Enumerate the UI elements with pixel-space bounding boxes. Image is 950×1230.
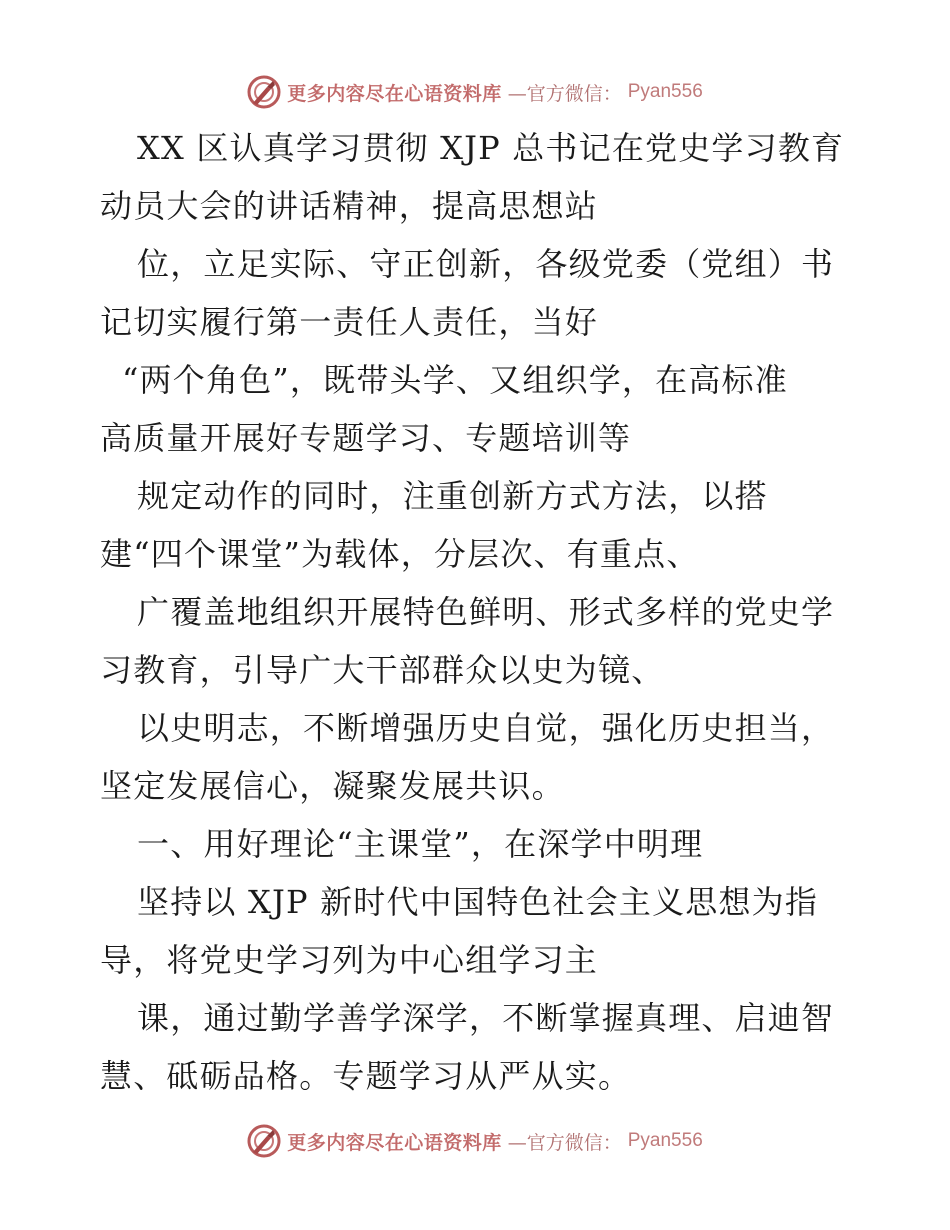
paragraph-line: 记切实履行第一责任人责任，当好 <box>100 303 599 341</box>
brand-logo-icon <box>247 1124 281 1158</box>
watermark-separator-text: —官方微信： <box>507 82 622 105</box>
brand-logo-icon <box>247 75 281 109</box>
paragraph-line: 课，通过勤学善学深学，不断掌握真理、启迪智 <box>137 999 835 1037</box>
paragraph-line: “两个角色”，既带头学、又组织学，在高标准 <box>122 361 788 399</box>
paragraph-line: 规定动作的同时，注重创新方式方法，以搭 <box>137 477 768 515</box>
paragraph-line: 位，立足实际、守正创新，各级党委（党组）书 <box>137 245 835 283</box>
paragraph-line: 导，将党史学习列为中心组学习主 <box>100 941 599 979</box>
paragraph-line: 动员大会的讲话精神，提高思想站 <box>100 187 599 225</box>
paragraph-line: 高质量开展好专题学习、专题培训等 <box>100 419 632 457</box>
paragraph-line: 坚定发展信心，凝聚发展共识。 <box>100 767 565 805</box>
paragraph-line: 广覆盖地组织开展特色鲜明、形式多样的党史学 <box>137 593 835 631</box>
watermark-account-id: Pyan556 <box>627 81 703 102</box>
header-watermark <box>0 72 950 112</box>
watermark-brand-text: 更多内容尽在心语资料库 <box>287 1131 502 1154</box>
paragraph-line: 习教育，引导广大干部群众以史为镜、 <box>100 651 665 689</box>
paragraph-line: 建“四个课堂”为载体，分层次、有重点、 <box>100 535 700 573</box>
paragraph-line: 以史明志，不断增强历史自觉，强化历史担当， <box>137 709 835 747</box>
paragraph-line: 慧、砥砺品格。专题学习从严从实。 <box>100 1057 632 1095</box>
paragraph-line: XX 区认真学习贯彻 XJP 总书记在党史学习教育 <box>137 129 845 167</box>
watermark-account-id: Pyan556 <box>627 1130 703 1151</box>
section-heading: 一、用好理论“主课堂”，在深学中明理 <box>137 825 704 863</box>
paragraph-line: 坚持以 XJP 新时代中国特色社会主义思想为指 <box>137 883 819 921</box>
watermark-separator-text: —官方微信： <box>507 1131 622 1154</box>
watermark-brand-text: 更多内容尽在心语资料库 <box>287 82 502 105</box>
footer-watermark <box>0 1121 950 1161</box>
